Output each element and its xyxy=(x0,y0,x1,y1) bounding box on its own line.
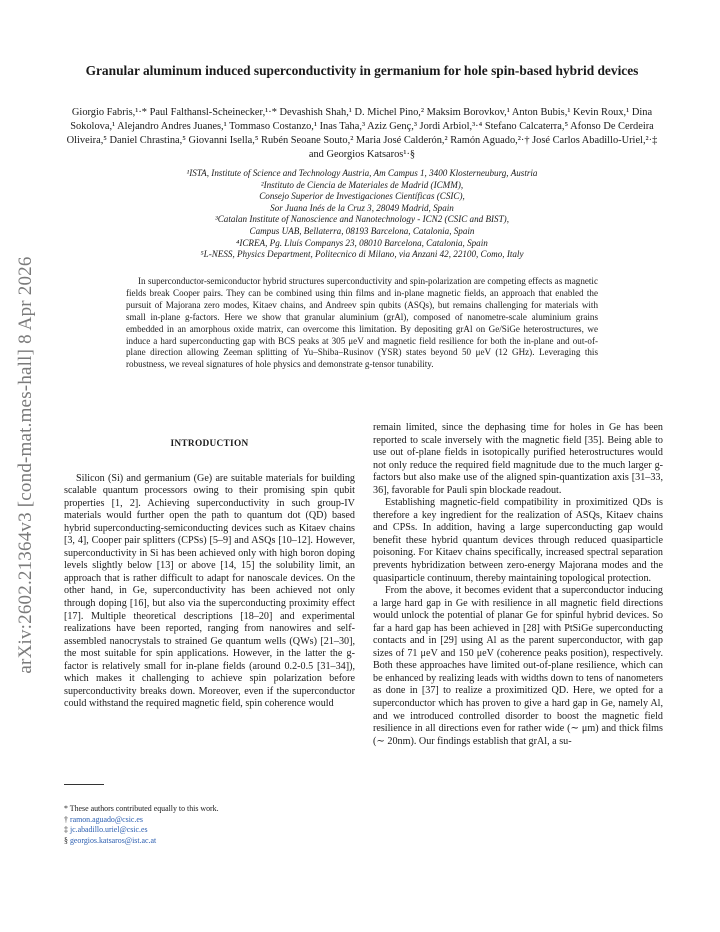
footnotes xyxy=(64,804,354,846)
footnote-equal-contribution: * These authors contributed equally to this work. xyxy=(64,804,219,813)
body-paragraph: Silicon (Si) and germanium (Ge) are suitable materials for building scalable quantum processors owing to their promising spin qubit properties [1, 2]. Achieving superconductivity in such group-IV materials would further open the path to quantum dot (QD) based hybrid superconducting-semiconducting devices such as Kitaev chains [3, 4], Cooper pair splitters (CPSs) [5–9] and ASQs [10–12]. However, superconductivity in Si has been achieved only with high boron doping levels slightly below [13] or above [14, 15] the solubility limit, an approach that is rather difficult to adapt for nanoscale devices. On the other hand, in Ge, superconductivity has been achieved not only through doping [16], but also via the superconducting proximity effect [17]. Multiple theoretical descriptions [18–20] and experimental realizations have been reported, ranging from nanowires and self-assembled nanocrystals to strained Ge quantum wells (QWs) [21–30], the most suitable for spin applications. However, in the latter the g-factor is relatively small for in-plane fields (around 0.2-0.5 [31–34]), which makes it challenging to achieve spin polarization before superconductivity breaks down. Moreover, even if the superconductor could withstand the required magnetic field, spin coherence would xyxy=(64,472,355,710)
affiliation-line: Sor Juana Inés de la Cruz 3, 28049 Madrid, Spain xyxy=(270,202,454,213)
email-link[interactable]: ramon.aguado@csic.es xyxy=(69,814,143,824)
affiliations xyxy=(62,168,662,261)
footnote-email xyxy=(64,815,354,826)
affiliation-line: Consejo Superior de Investigaciones Científicas (CSIC), xyxy=(259,191,465,202)
email-link[interactable]: jc.abadillo.uriel@csic.es xyxy=(69,825,148,834)
footnote-email xyxy=(64,836,354,847)
body-paragraph: Establishing magnetic-field compatibility in proximitized QDs is therefore a key ingredient for the realization of ASQs, Kitaev chains and CPSs. In addition, having a large superconducting gap would benefit these hybrid quantum devices through reduced quasiparticle poisoning. For Kitaev chains specifically, increased spectral separation prevents hybridization between zero-energy Majorana modes and the quasiparticle continuum, thereby maintaining topological protection. xyxy=(373,497,663,584)
paper-title: Granular aluminum induced superconductivity in germanium for hole spin-based hybrid devices xyxy=(85,63,639,78)
affiliation-line: ³Catalan Institute of Nanoscience and Nanotechnology - ICN2 (CSIC and BIST), xyxy=(215,214,509,225)
affiliation-line: Campus UAB, Bellaterra, 08193 Barcelona, Catalonia, Spain xyxy=(249,225,475,236)
email-link[interactable]: georgios.katsaros@ist.ac.at xyxy=(69,835,157,845)
right-column xyxy=(373,422,663,748)
affiliation-line: ²Instituto de Ciencia de Materiales de Madrid (ICMM), xyxy=(260,179,464,190)
left-column xyxy=(64,438,355,711)
footnote-email xyxy=(64,825,354,836)
arxiv-sidebar xyxy=(12,230,40,700)
body-paragraph: From the above, it becomes evident that a superconductor inducing a large hard gap in Ge with resilience in all magnetic field directions would unlock the potential of planar Ge for spinful hybrid devices. So far a hard gap has been achieved in [28] with PtSiGe superconducting contacts and in [29] using Al as the parent superconductor, with gap sizes of 71 μeV and 150 μeV (coherence peaks position), respectively. Both these approaches have limited out-of-plane resilience, which can be enhanced by realizing leads with widths down to tens of nanometers as done in [37] to realize a proximitized QD. Here, we opted for a superconductor which has proven to give a hard gap in Ge, namely Al, and we introduced controlled disorder to boost the magnetic field resilience in all directions even for rather wide (∼ μm) and thick films (∼ 20nm). Our findings establish that grAl, a su- xyxy=(373,585,663,747)
footnote-rule xyxy=(64,784,104,785)
arxiv-identifier: arXiv:2602.21364v3 [cond-mat.mes-hall] 8 Apr 2026 xyxy=(15,256,36,674)
footnote-mark: † xyxy=(64,814,68,824)
body-paragraph: remain limited, since the dephasing time for holes in Ge has been reported to scale inversely with the magnetic field [35]. Being able to use out of-plane fields in isotopically purified heterostructures would not only reduce the required field magnitude due to the much larger g-factors but also make use of the aligned spin-quantization axis [31–33, 36], favorable for Pauli spin blockade readout. xyxy=(373,422,663,496)
footnote-mark: ‡ xyxy=(64,825,68,834)
section-heading: INTRODUCTION xyxy=(170,439,249,449)
affiliation-line: ¹ISTA, Institute of Science and Technology Austria, Am Campus 1, 3400 Klosterneuburg, Austria xyxy=(186,168,538,178)
footnote-mark: § xyxy=(64,835,68,845)
affiliation-line: ⁴ICREA, Pg. Lluís Companys 23, 08010 Barcelona, Catalonia, Spain xyxy=(236,237,488,248)
author-list: Giorgio Fabris,¹·* Paul Falthansl-Scheinecker,¹·* Devashish Shah,¹ D. Michel Pino,² Maksim Borovkov,¹ Anton Bubis,¹ Kevin Roux,¹ Dina Sokolova,¹ Alejandro Andres Juanes,¹ Tommaso Costanzo,¹ Inas Taha,³ Aziz Genç,³ Jordi Arbiol,³·⁴ Stefano Calcaterra,⁵ Afonso De Cerdeira Oliveira,⁵ Daniel Chrastina,⁵ Giovanni Isella,⁵ Rubén Seoane Souto,² Maria José Calderón,² Ramón Aguado,²·† José Carlos Abadillo-Uriel,²·‡ and Georgios Katsaros¹·§ xyxy=(66,107,658,160)
affiliation-line: ⁵L-NESS, Physics Department, Politecnico di Milano, via Anzani 42, 22100, Como, Italy xyxy=(200,249,524,260)
abstract: In superconductor-semiconductor hybrid structures superconductivity and spin-polarization are competing effects as magnetic fields break Cooper pairs. They can be combined using thin films and in-plane magnetic fields, an approach that enabled the pursuit of Majorana zero modes, Kitaev chains, and Andreev spin qubits (ASQs), but remains challenging for materials with small in-plane g-factors. Here we show that granular aluminium (grAl), composed of nanometre-scale aluminium grains embedded in an amorphous oxide matrix, can overcome this limitation. By depositing grAl on Ge/SiGe heterostructures, we induce a hard superconducting gap with BCS peaks at 305 μeV and magnetic field resilience for both the in-plane and out-of-plane direction allowing Zeeman splitting of Yu–Shiba–Rusinov (YSR) states beyond 50 μeV (12 GHz). Leveraging this robustness, we reveal signatures of hole physics and demonstrate g-tensor tunability. xyxy=(126,276,598,370)
